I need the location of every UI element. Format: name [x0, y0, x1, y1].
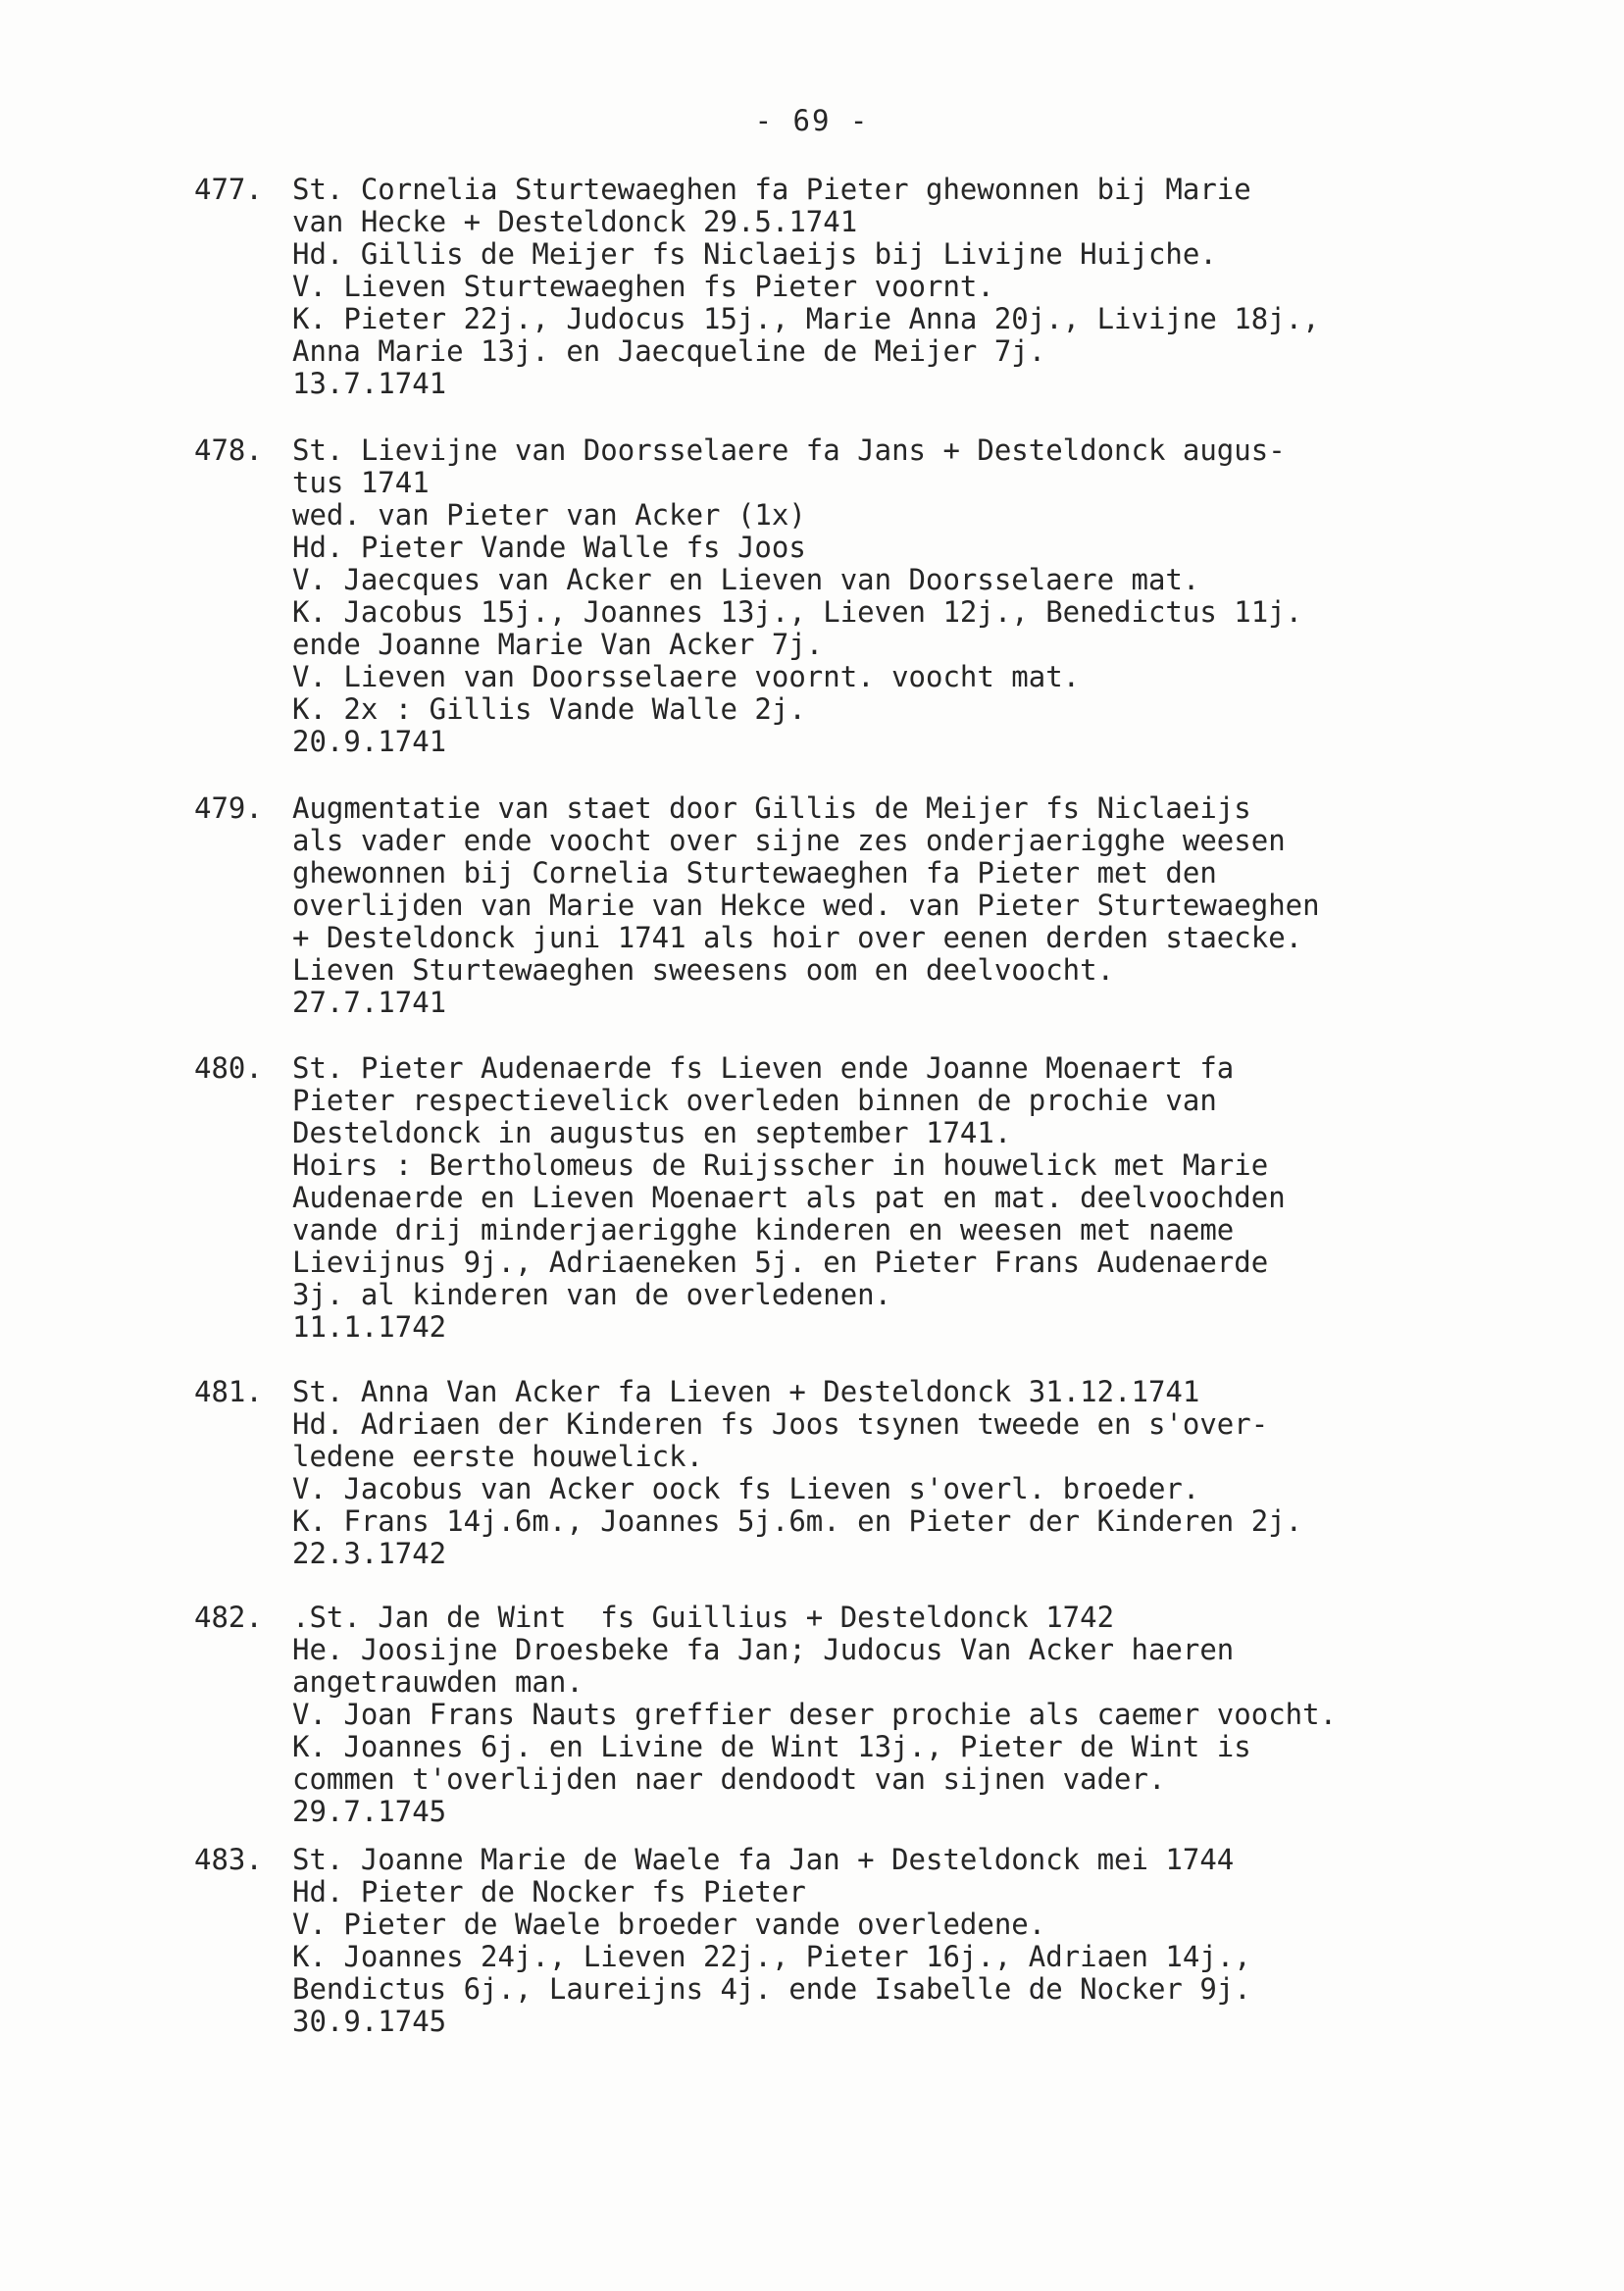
entry-text	[292, 434, 1508, 758]
entry-line: Hd. Pieter de Nocker fs Pieter	[292, 1875, 806, 1909]
entry-line: Pieter respectievelick overleden binnen de prochie van	[292, 1084, 1217, 1117]
entry-line: V. Joan Frans Nauts greffier deser prochie als caemer voocht.	[292, 1698, 1338, 1731]
entry-line: vande drij minderjaerigghe kinderen en weesen met naeme	[292, 1213, 1235, 1247]
entry-line: K. Pieter 22j., Judocus 15j., Marie Anna 20j., Livijne 18j.,	[292, 302, 1320, 335]
entry-date: 30.9.1745	[292, 2005, 447, 2038]
entry-line: Anna Marie 13j. en Jaecqueline de Meijer 7j.	[292, 334, 1046, 368]
entry-date: 20.9.1741	[292, 725, 447, 758]
entry-line: St. Anna Van Acker fa Lieven + Desteldonck 31.12.1741	[292, 1375, 1200, 1408]
entry-date: 22.3.1742	[292, 1537, 447, 1570]
entry-line: van Hecke + Desteldonck 29.5.1741	[292, 205, 858, 238]
entry-line: Augmentatie van staet door Gillis de Meijer fs Niclaeijs	[292, 791, 1251, 825]
entry-line: V. Jacobus van Acker oock fs Lieven s'overl. broeder.	[292, 1472, 1200, 1505]
entry-line: K. Joannes 6j. en Livine de Wint 13j., Pieter de Wint is	[292, 1730, 1251, 1763]
entry-line: Lievijnus 9j., Adriaeneken 5j. en Pieter Frans Audenaerde	[292, 1246, 1269, 1279]
entry-line: St. Lievijne van Doorsselaere fa Jans + Desteldonck augus-	[292, 433, 1286, 467]
entry-date: 29.7.1745	[292, 1795, 447, 1828]
entry-number: 478.	[194, 433, 263, 467]
entry-line: Hd. Adriaen der Kinderen fs Joos tsynen tweede en s'over-	[292, 1407, 1269, 1441]
entry-line: .St. Jan de Wint fs Guillius + Desteldonck 1742	[292, 1601, 1115, 1634]
entry-line: K. Joannes 24j., Lieven 22j., Pieter 16j., Adriaen 14j.,	[292, 1940, 1251, 1973]
entry-number: 483.	[194, 1843, 263, 1876]
entry-number: 481.	[194, 1375, 263, 1408]
entry-text	[292, 1602, 1508, 1828]
entry-date: 11.1.1742	[292, 1310, 447, 1344]
entry-text	[292, 792, 1508, 1019]
entry-line: overlijden van Marie van Hekce wed. van Pieter Sturtewaeghen	[292, 889, 1320, 922]
entry-text	[292, 1052, 1508, 1344]
page-number: - 69 -	[754, 104, 870, 137]
entry-number: 477.	[194, 173, 263, 206]
entry-line: V. Pieter de Waele broeder vande overledene.	[292, 1908, 1046, 1941]
entry-line: tus 1741	[292, 466, 430, 499]
entry-text	[292, 1376, 1508, 1570]
entry-line: angetrauwden man.	[292, 1665, 584, 1699]
entry-line: V. Jaecques van Acker en Lieven van Doorsselaere mat.	[292, 563, 1200, 596]
entry-line: St. Joanne Marie de Waele fa Jan + Desteldonck mei 1744	[292, 1843, 1235, 1876]
entry-line: Hd. Gillis de Meijer fs Niclaeijs bij Livijne Huijche.	[292, 237, 1217, 271]
entry-line: Hoirs : Bertholomeus de Ruijsscher in houwelick met Marie	[292, 1148, 1269, 1182]
entry-line: ghewonnen bij Cornelia Sturtewaeghen fa Pieter met den	[292, 856, 1217, 890]
entry-line: K. Frans 14j.6m., Joannes 5j.6m. en Pieter der Kinderen 2j.	[292, 1504, 1303, 1538]
entry-line: + Desteldonck juni 1741 als hoir over eenen derden staecke.	[292, 921, 1303, 954]
entry-line: wed. van Pieter van Acker (1x)	[292, 498, 806, 532]
entry-line: als vader ende voocht over sijne zes onderjaerigghe weesen	[292, 824, 1286, 857]
entry-number: 482.	[194, 1601, 263, 1634]
entry-date: 13.7.1741	[292, 367, 447, 400]
entry-line: Hd. Pieter Vande Walle fs Joos	[292, 531, 806, 564]
entry-line: Lieven Sturtewaeghen sweesens oom en deelvoocht.	[292, 953, 1115, 987]
entry-number: 479.	[194, 791, 263, 825]
entry-line: V. Lieven Sturtewaeghen fs Pieter voornt.	[292, 270, 994, 303]
entry-line: St. Cornelia Sturtewaeghen fa Pieter ghewonnen bij Marie	[292, 173, 1251, 206]
entry-line: Audenaerde en Lieven Moenaert als pat en mat. deelvoochden	[292, 1181, 1286, 1214]
entry-line: ende Joanne Marie Van Acker 7j.	[292, 628, 824, 661]
entry-line: St. Pieter Audenaerde fs Lieven ende Joanne Moenaert fa	[292, 1051, 1235, 1085]
entry-line: He. Joosijne Droesbeke fa Jan; Judocus Van Acker haeren	[292, 1633, 1235, 1666]
entry-number: 480.	[194, 1051, 263, 1085]
entry-line: Bendictus 6j., Laureijns 4j. ende Isabelle de Nocker 9j.	[292, 1972, 1251, 2006]
entry-text	[292, 174, 1508, 400]
entry-line: commen t'overlijden naer dendoodt van sijnen vader.	[292, 1762, 1166, 1796]
entry-line: 3j. al kinderen van de overledenen.	[292, 1278, 892, 1311]
entry-line: K. Jacobus 15j., Joannes 13j., Lieven 12j., Benedictus 11j.	[292, 595, 1303, 629]
entry-line: ledene eerste houwelick.	[292, 1440, 704, 1473]
entry-line: K. 2x : Gillis Vande Walle 2j.	[292, 692, 806, 726]
entry-text	[292, 1844, 1508, 2038]
entry-date: 27.7.1741	[292, 986, 447, 1019]
entry-line: V. Lieven van Doorsselaere voornt. voocht mat.	[292, 660, 1081, 693]
entry-line: Desteldonck in augustus en september 1741.	[292, 1116, 1012, 1149]
